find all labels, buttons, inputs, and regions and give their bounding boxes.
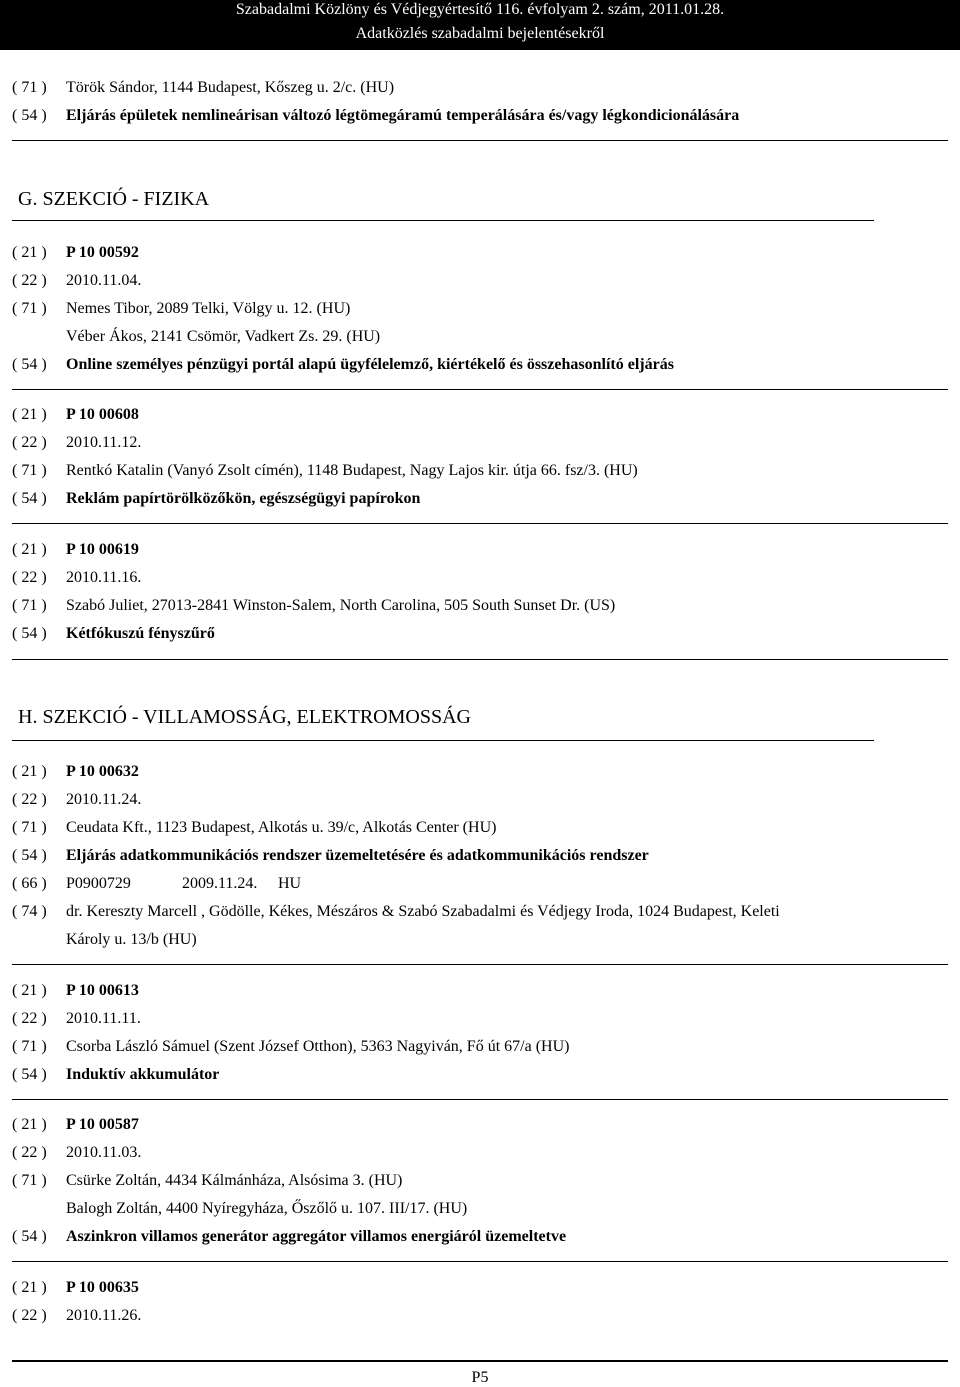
section-underline: [12, 220, 874, 221]
field-code: ( 22 ): [12, 1144, 47, 1161]
entry-divider: [12, 964, 948, 965]
field-code: ( 71 ): [12, 300, 47, 317]
applicant: Nemes Tibor, 2089 Telki, Völgy u. 12. (HU): [66, 300, 351, 317]
invention-title: Eljárás épületek nemlineárisan változó légtömegáramú temperálására és/vagy légkondicionálására: [66, 107, 740, 124]
entry-divider: [12, 1099, 948, 1100]
field-code: ( 71 ): [12, 79, 47, 96]
field-code: ( 54 ): [12, 1228, 47, 1245]
invention-title: Aszinkron villamos generátor aggregátor villamos energiáról üzemeltetve: [66, 1228, 567, 1245]
field-code: ( 21 ): [12, 406, 47, 423]
field-code: ( 71 ): [12, 462, 47, 479]
field-code: ( 22 ): [12, 1010, 47, 1027]
field-code: ( 54 ): [12, 107, 47, 124]
application-number: P 10 00608: [66, 406, 139, 423]
field-code: ( 71 ): [12, 597, 47, 614]
application-number: P 10 00613: [66, 982, 139, 999]
representative: dr. Kereszty Marcell , Gödölle, Kékes, Mészáros & Szabó Szabadalmi és Védjegy Iroda, 1024 Budapest, Keleti: [66, 903, 780, 920]
field-code: ( 71 ): [12, 1038, 47, 1055]
entry-divider: [12, 140, 948, 141]
invention-title: Eljárás adatkommunikációs rendszer üzemeltetésére és adatkommunikációs rendszer: [66, 847, 649, 864]
applicant: Csorba László Sámuel (Szent József Otthon), 5363 Nagyiván, Fő út 67/a (HU): [66, 1038, 570, 1055]
application-number: P 10 00632: [66, 763, 139, 780]
filing-date: 2010.11.12.: [66, 434, 142, 451]
journal-title: Szabadalmi Közlöny és Védjegyértesítő 116. évfolyam 2. szám, 2011.01.28.: [235, 1, 725, 18]
invention-title: Reklám papírtörölközőkön, egészségügyi papírokon: [66, 490, 421, 507]
invention-title: Online személyes pénzügyi portál alapú ügyfélelemző, kiértékelő és összehasonlító eljárás: [66, 356, 674, 373]
entry-divider: [12, 1261, 948, 1262]
page-header: [0, 0, 960, 50]
field-code: ( 21 ): [12, 1279, 47, 1296]
field-code: ( 21 ): [12, 763, 47, 780]
field-code: ( 22 ): [12, 569, 47, 586]
field-code: ( 21 ): [12, 982, 47, 999]
field-code: ( 22 ): [12, 1307, 47, 1324]
field-code: ( 71 ): [12, 1172, 47, 1189]
section-g-title: G. SZEKCIÓ - FIZIKA: [18, 188, 210, 210]
filing-date: 2010.11.04.: [66, 272, 142, 289]
field-code: ( 71 ): [12, 819, 47, 836]
invention-title: Induktív akkumulátor: [66, 1066, 220, 1083]
filing-date: 2010.11.16.: [66, 569, 142, 586]
application-number: P 10 00635: [66, 1279, 139, 1296]
representative-continued: Károly u. 13/b (HU): [66, 931, 197, 948]
field-code: ( 22 ): [12, 272, 47, 289]
entry-divider: [12, 523, 948, 524]
field-code: ( 22 ): [12, 434, 47, 451]
applicant: Szabó Juliet, 27013-2841 Winston-Salem, North Carolina, 505 South Sunset Dr. (US): [66, 597, 616, 614]
application-number: P 10 00587: [66, 1116, 139, 1133]
field-code: ( 66 ): [12, 875, 47, 892]
field-code: ( 21 ): [12, 244, 47, 261]
field-code: ( 21 ): [12, 1116, 47, 1133]
entry-divider: [12, 659, 948, 660]
field-code: ( 54 ): [12, 625, 47, 642]
field-code: ( 54 ): [12, 847, 47, 864]
applicant: Rentkó Katalin (Vanyó Zsolt címén), 1148 Budapest, Nagy Lajos kir. útja 66. fsz/3. (HU): [66, 462, 638, 479]
field-code: ( 22 ): [12, 791, 47, 808]
application-number: P 10 00592: [66, 244, 139, 261]
section-h-title: H. SZEKCIÓ - VILLAMOSSÁG, ELEKTROMOSSÁG: [18, 706, 471, 728]
footer-divider: [12, 1360, 948, 1362]
field-code: ( 54 ): [12, 1066, 47, 1083]
application-number: P 10 00619: [66, 541, 139, 558]
invention-title: Kétfókuszú fényszűrő: [66, 625, 215, 642]
filing-date: 2010.11.24.: [66, 791, 142, 808]
field-code: ( 21 ): [12, 541, 47, 558]
section-underline: [12, 740, 874, 741]
applicant-2: Véber Ákos, 2141 Csömör, Vadkert Zs. 29. (HU): [66, 328, 381, 345]
page-number: P5: [471, 1369, 489, 1386]
applicant: Csürke Zoltán, 4434 Kálmánháza, Alsósima 3. (HU): [66, 1172, 403, 1189]
filing-date: 2010.11.11.: [66, 1010, 141, 1027]
priority-country: HU: [278, 875, 302, 892]
field-code: ( 54 ): [12, 490, 47, 507]
entry-divider: [12, 389, 948, 390]
field-code: ( 54 ): [12, 356, 47, 373]
applicant-2: Balogh Zoltán, 4400 Nyíregyháza, Őszőlő u. 107. III/17. (HU): [66, 1200, 468, 1217]
section-subtitle: Adatközlés szabadalmi bejelentésekről: [355, 25, 605, 42]
applicant: Ceudata Kft., 1123 Budapest, Alkotás u. 39/c, Alkotás Center (HU): [66, 819, 497, 836]
applicant: Török Sándor, 1144 Budapest, Kőszeg u. 2/c. (HU): [66, 79, 395, 96]
filing-date: 2010.11.03.: [66, 1144, 142, 1161]
priority-date: 2009.11.24.: [182, 875, 258, 892]
field-code: ( 74 ): [12, 903, 47, 920]
filing-date: 2010.11.26.: [66, 1307, 142, 1324]
priority-number: P0900729: [66, 875, 131, 892]
